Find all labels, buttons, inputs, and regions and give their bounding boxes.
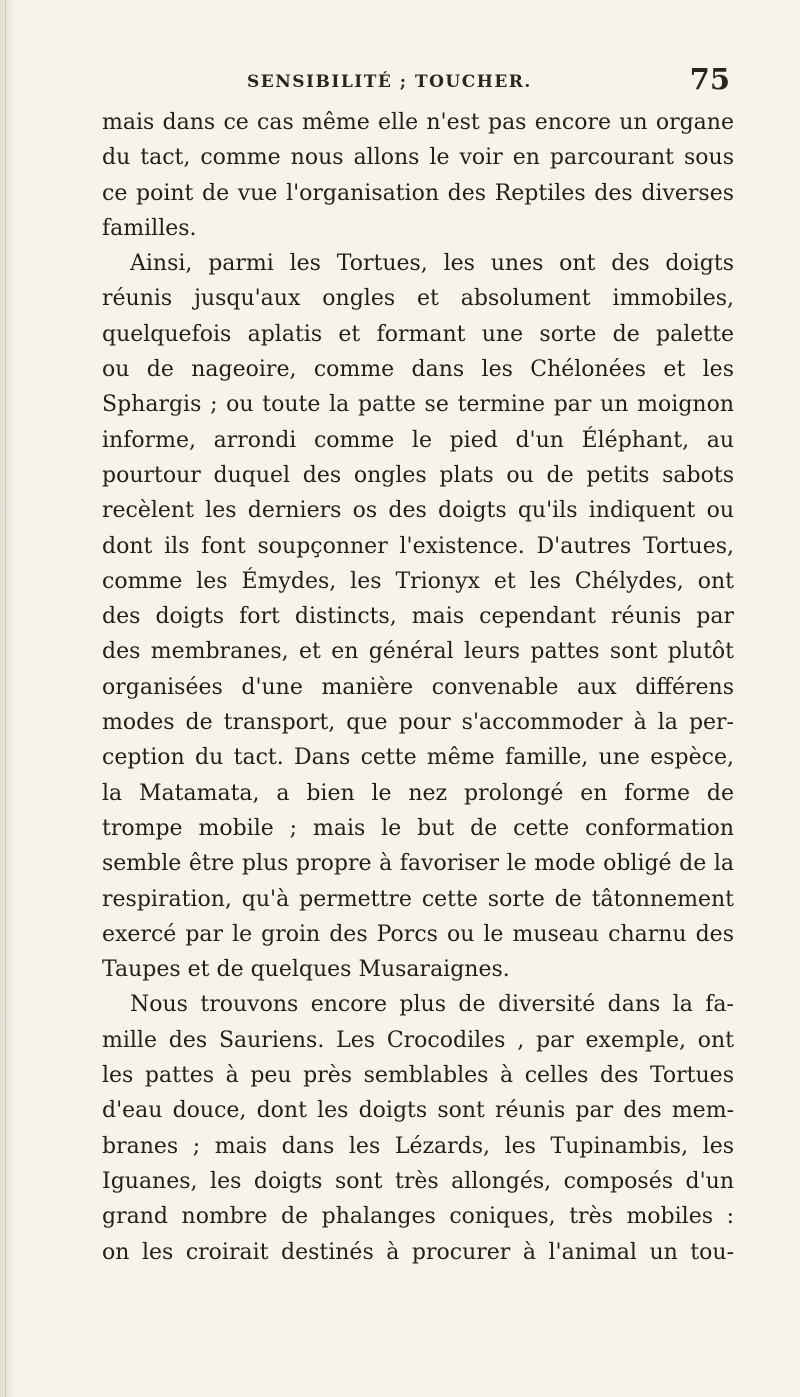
text-line: branes ; mais dans les Lézards, les Tupinambis, les xyxy=(102,1133,734,1159)
text-line: du tact, comme nous allons le voir en parcourant sous xyxy=(102,145,734,171)
text-line: des membranes, et en général leurs pattes sont plutôt xyxy=(102,639,734,665)
page-header xyxy=(95,62,735,102)
text-line: ou de nageoire, comme dans les Chélonées et les xyxy=(102,357,734,383)
text-line: grand nombre de phalanges coniques, très mobiles : xyxy=(102,1204,734,1230)
text-line: mille des Sauriens. Les Crocodiles , par exemple, ont xyxy=(102,1027,734,1053)
text-line: quelquefois aplatis et formant une sorte de palette xyxy=(102,321,734,347)
text-line: mais dans ce cas même elle n'est pas encore un organe xyxy=(102,110,734,135)
page-binding-line xyxy=(5,0,6,1397)
text-line: trompe mobile ; mais le but de cette conformation xyxy=(102,815,734,841)
text-line: Taupes et de quelques Musaraignes. xyxy=(102,957,510,983)
text-line: on les croirait destinés à procurer à l'animal un tou- xyxy=(102,1239,734,1265)
text-line: ce point de vue l'organisation des Reptiles des diverses xyxy=(102,180,734,206)
text-line: dont ils font soupçonner l'existence. D'autres Tortues, xyxy=(102,533,734,559)
text-line: familles. xyxy=(102,215,197,241)
text-line: informe, arrondi comme le pied d'un Éléphant, au xyxy=(102,427,734,453)
text-line: exercé par le groin des Porcs ou le museau charnu des xyxy=(102,921,734,947)
text-line: Sphargis ; ou toute la patte se termine par un moignon xyxy=(102,392,734,418)
text-line: pourtour duquel des ongles plats ou de petits sabots xyxy=(102,462,734,488)
text-line: Nous trouvons encore plus de diversité dans la fa- xyxy=(130,992,734,1018)
page-number: 75 xyxy=(689,62,730,96)
text-line: d'eau douce, dont les doigts sont réunis par des mem- xyxy=(102,1098,734,1124)
page-left-edge-shadow xyxy=(0,0,16,1397)
text-line: des doigts fort distincts, mais cependant réunis par xyxy=(102,604,734,630)
body-text xyxy=(102,105,734,1270)
text-line: semble être plus propre à favoriser le mode obligé de la xyxy=(102,851,734,877)
text-line: Iguanes, les doigts sont très allongés, composés d'un xyxy=(102,1168,734,1194)
running-head: SENSIBILITÉ ; TOUCHER. xyxy=(247,72,532,92)
text-line: ception du tact. Dans cette même famille, une espèce, xyxy=(102,745,734,771)
text-line: réunis jusqu'aux ongles et absolument immobiles, xyxy=(102,286,734,312)
text-line: les pattes à peu près semblables à celles des Tortues xyxy=(102,1063,734,1089)
text-line: comme les Émydes, les Trionyx et les Chélydes, ont xyxy=(102,568,734,594)
text-line: respiration, qu'à permettre cette sorte de tâtonnement xyxy=(102,886,734,912)
text-line: la Matamata, a bien le nez prolongé en forme de xyxy=(102,780,734,806)
text-line: Ainsi, parmi les Tortues, les unes ont des doigts xyxy=(130,251,734,277)
text-line: organisées d'une manière convenable aux différens xyxy=(102,674,734,700)
text-line: recèlent les derniers os des doigts qu'ils indiquent ou xyxy=(102,498,734,524)
text-line: modes de transport, que pour s'accommoder à la per- xyxy=(102,710,734,736)
